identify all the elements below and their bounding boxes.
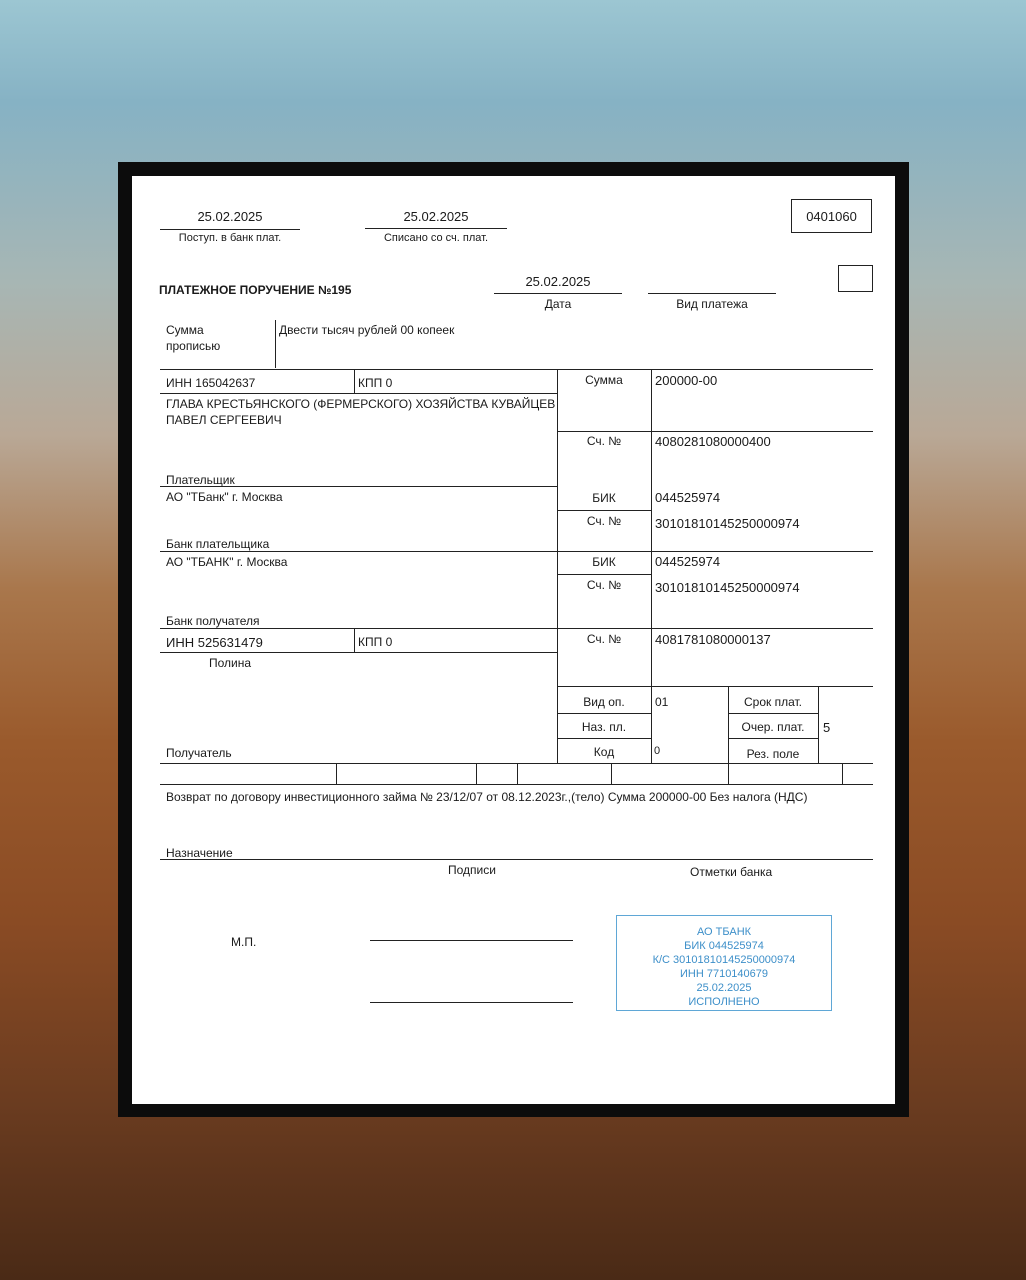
- priority-label: Очер. плат.: [741, 720, 805, 734]
- grid-line: [160, 784, 873, 785]
- deadline-label: Срок плат.: [743, 695, 802, 709]
- code-label: Код: [593, 745, 615, 759]
- payer-bank-name: АО "ТБанк" г. Москва: [166, 490, 283, 504]
- payee-inn: ИНН 525631479: [166, 635, 263, 650]
- payee-label: Получатель: [166, 746, 232, 760]
- tax-field-divider: [728, 763, 729, 784]
- purpose-code-label: Наз. пл.: [581, 720, 627, 734]
- document-title: ПЛАТЕЖНОЕ ПОРУЧЕНИЕ №195: [159, 283, 352, 297]
- payer-bank-bik-value: 044525974: [655, 490, 721, 505]
- stamp-line: К/С 30101810145250000974: [652, 954, 796, 966]
- grid-line: [557, 431, 873, 432]
- payer-bank-account-value: 30101810145250000974: [655, 516, 800, 531]
- bank-marks-label: Отметки банка: [690, 865, 773, 879]
- tax-field-divider: [517, 763, 518, 784]
- form-code: 0401060: [806, 209, 857, 224]
- payee-bank-label: Банк получателя: [166, 614, 260, 628]
- stamp-line: ИСПОЛНЕНО: [688, 996, 760, 1008]
- payer-account-value: 4080281080000400: [655, 434, 771, 449]
- grid-line: [354, 369, 355, 393]
- tax-field-divider: [336, 763, 337, 784]
- receipt-date-label: Поступ. в банк плат.: [178, 232, 282, 244]
- payee-bank-account-label: Сч. №: [586, 578, 622, 592]
- seal-label: М.П.: [231, 935, 257, 949]
- purpose-text: Возврат по договору инвестиционного займа № 23/12/07 от 08.12.2023г.,(тело) Сумма 200000-00 Без налога (НДС): [166, 790, 808, 804]
- bank-stamp: [616, 915, 832, 1011]
- sum-label: Сумма: [585, 373, 623, 387]
- payment-type-line: [648, 293, 776, 294]
- amount-words-label-1: Сумма: [166, 323, 204, 337]
- debit-date-line: [365, 228, 507, 229]
- grid-line: [818, 686, 819, 763]
- amount-words-value: Двести тысяч рублей 00 копеек: [279, 323, 455, 337]
- reserve-field-label: Рез. поле: [746, 747, 800, 761]
- debit-date-label: Списано со сч. плат.: [383, 232, 489, 244]
- grid-line: [728, 738, 818, 739]
- payee-bank-account-value: 30101810145250000974: [655, 580, 800, 595]
- amount-words-label-2: прописью: [166, 339, 221, 353]
- payee-account-value: 4081781080000137: [655, 632, 771, 647]
- grid-line: [160, 551, 873, 552]
- grid-line: [557, 686, 873, 687]
- payee-account-label: Сч. №: [586, 632, 622, 646]
- payer-bank-label: Банк плательщика: [166, 537, 270, 551]
- empty-code-box: [838, 265, 873, 292]
- grid-line: [160, 369, 873, 370]
- payee-name: Полина: [209, 656, 252, 670]
- payer-label: Плательщик: [166, 473, 235, 487]
- priority-value: 5: [823, 720, 831, 735]
- payer-inn: ИНН 165042637: [166, 376, 256, 390]
- signatures-label: Подписи: [448, 863, 496, 877]
- receipt-date: 25.02.2025: [197, 209, 263, 224]
- order-date-line: [494, 293, 622, 294]
- payer-kpp: КПП 0: [358, 376, 393, 390]
- grid-line: [160, 859, 873, 860]
- stamp-line: БИК 044525974: [684, 940, 764, 952]
- payer-account-label: Сч. №: [586, 434, 622, 448]
- grid-line: [160, 652, 557, 653]
- code-value: 0: [654, 745, 661, 757]
- stamp-line: ИНН 7710140679: [679, 968, 769, 980]
- grid-line: [160, 628, 873, 629]
- payee-bank-bik-label: БИК: [592, 555, 616, 569]
- tax-field-divider: [842, 763, 843, 784]
- amount-words-divider: [275, 320, 276, 368]
- payer-name-line-1: ГЛАВА КРЕСТЬЯНСКОГО (ФЕРМЕРСКОГО) ХОЗЯЙСТВА КУВАЙЦЕВ: [166, 397, 556, 411]
- signature-line-1: [370, 940, 573, 941]
- purpose-label: Назначение: [166, 846, 233, 860]
- op-type-value: 01: [655, 695, 669, 709]
- signature-line-2: [370, 1002, 573, 1003]
- stamp-line: 25.02.2025: [696, 982, 752, 994]
- payer-bank-account-label: Сч. №: [586, 514, 622, 528]
- grid-line: [354, 628, 355, 652]
- payer-name-line-2: ПАВЕЛ СЕРГЕЕВИЧ: [166, 413, 282, 427]
- grid-line: [651, 369, 652, 763]
- payee-bank-bik-value: 044525974: [655, 554, 721, 569]
- order-date: 25.02.2025: [525, 274, 591, 289]
- grid-line: [728, 713, 818, 714]
- stamp-line: АО ТБАНК: [696, 926, 752, 938]
- debit-date: 25.02.2025: [403, 209, 469, 224]
- sum-value: 200000-00: [655, 373, 718, 388]
- op-type-label: Вид оп.: [583, 695, 625, 709]
- grid-line: [160, 393, 557, 394]
- order-date-label: Дата: [544, 297, 572, 311]
- grid-line: [557, 510, 651, 511]
- payee-kpp: КПП 0: [358, 635, 393, 649]
- tax-field-divider: [476, 763, 477, 784]
- receipt-date-line: [160, 229, 300, 230]
- grid-line: [557, 738, 651, 739]
- payer-bank-bik-label: БИК: [592, 491, 616, 505]
- payment-type-label: Вид платежа: [676, 297, 748, 311]
- grid-line: [557, 574, 651, 575]
- tax-field-divider: [611, 763, 612, 784]
- payee-bank-name: АО "ТБАНК" г. Москва: [166, 555, 288, 569]
- grid-line: [557, 713, 651, 714]
